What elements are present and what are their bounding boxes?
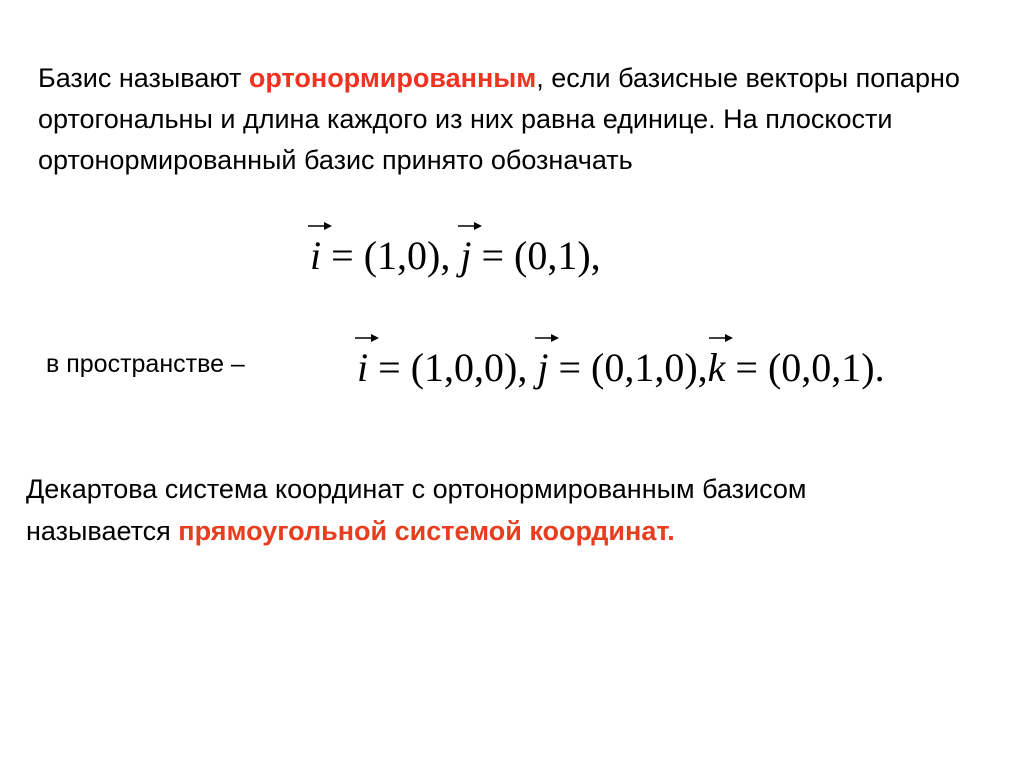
- separator: ,: [517, 345, 538, 390]
- vector-j-value: (0,1,0): [591, 345, 698, 390]
- definition-text-end: , если базисные векторы попарно ортогональны и длина каждого из них равна единице. На плоскости ортонормированный базис принято обозначать: [38, 63, 960, 175]
- vector-j: j: [460, 236, 471, 276]
- space-label: в пространстве –: [46, 350, 245, 378]
- term-rectangular-system: прямоугольной системой координат.: [178, 516, 675, 546]
- equals-sign: =: [321, 233, 364, 278]
- vector-i-value: (1,0,0): [410, 345, 518, 390]
- vector-k: k: [708, 348, 726, 388]
- vector-i: i: [310, 236, 321, 276]
- vector-arrow-icon: [457, 220, 483, 232]
- separator: ,: [697, 345, 708, 390]
- formula-end: ,: [590, 233, 601, 278]
- equals-sign: =: [368, 345, 411, 390]
- vector-k-value: (0,0,1): [767, 345, 875, 390]
- equals-sign: =: [725, 345, 768, 390]
- cartesian-paragraph: [26, 468, 1021, 552]
- vector-arrow-icon: [354, 332, 380, 344]
- vector-i: i: [357, 348, 368, 388]
- space-basis-formula: [357, 345, 885, 390]
- definition-text-start: Базис называют: [38, 63, 249, 93]
- term-orthonormal: ортонормированным: [248, 63, 537, 93]
- vector-j-value: (0,1): [514, 233, 591, 278]
- cartesian-text-start: называется: [26, 516, 179, 546]
- equals-sign: =: [471, 233, 515, 278]
- plane-basis-formula: [310, 233, 601, 278]
- equals-sign: =: [548, 345, 592, 390]
- cartesian-line-2: [26, 510, 1021, 552]
- separator: ,: [440, 233, 461, 278]
- vector-arrow-icon: [307, 220, 333, 232]
- vector-j: j: [537, 348, 548, 388]
- vector-i-value: (1,0): [363, 233, 441, 278]
- vector-arrow-icon: [534, 332, 560, 344]
- vector-arrow-icon: [708, 332, 734, 344]
- cartesian-line-1: Декартова система координат с ортонормированным базисом: [26, 474, 807, 504]
- definition-paragraph: [38, 58, 998, 181]
- formula-end: .: [874, 345, 885, 390]
